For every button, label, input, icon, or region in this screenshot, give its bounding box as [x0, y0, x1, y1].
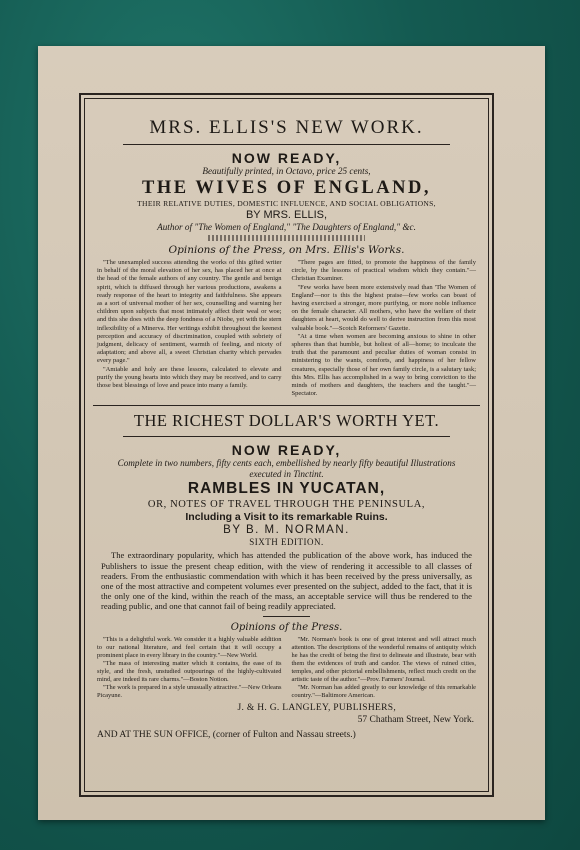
press-quote: "The work is prepared in a style unusually attractive."—New Orleans Picayune. — [97, 683, 282, 699]
ad1-author-note: Author of "The Women of England," "The Daughters of England," &c. — [157, 222, 416, 232]
press-quote: "Mr. Norman's book is one of great interest and will attract much attention. The descriptions of the wonderful remains of antiquity which he has the credit of being the first to delineate and illustrate, bear with them the evidences of truth and candor. The views of ruined cities, temples, and other pictorial embellishments, reflect much credit on the artistic taste of the author."—Prov. Farmers' Journal. — [291, 635, 476, 683]
page-content — [93, 109, 480, 741]
ad1-subtitle: THEIR RELATIVE DUTIES, DOMESTIC INFLUENCE, AND SOCIAL OBLIGATIONS, — [137, 199, 436, 208]
press-quote: "Few works have been more extensively read than 'The Women of England'—nor is this the highest praise—few works can boast of having exercised a stronger, more purifying, or more noble influence on the female character. All mothers, who have the welfare of their daughters at heart, would do well to derive instruction from this most valuable book."—Scotch Reformers' Gazette. — [291, 283, 476, 332]
press-quote: "This is a delightful work. We consider it a highly valuable addition to our national literature, and feel certain that it will occupy a prominent place in every library in the country."—New World. — [97, 635, 282, 659]
printed-page — [38, 46, 545, 820]
ornamental-rule — [208, 235, 365, 241]
ad1-press-columns — [97, 259, 476, 398]
ad2-title: THE RICHEST DOLLAR'S WORTH YET. — [133, 411, 440, 431]
ad1-author: BY MRS. ELLIS, — [245, 209, 328, 221]
press-quote: "Mr. Norman has added greatly to our knowledge of this remarkable country."—Baltimore American. — [291, 683, 476, 699]
ad2-short-rule — [263, 616, 310, 617]
ad2-left-column — [97, 636, 282, 700]
press-quote: "There pages are fitted, to promote the happiness of the family circle, by the lessons of practical wisdom which they contain."—Christian Examiner. — [291, 259, 476, 283]
ad2-author: BY B. M. NORMAN. — [223, 524, 350, 537]
ad2-opinions-heading: Opinions of the Press. — [230, 621, 343, 633]
publisher-address: 57 Chatham Street, New York. — [357, 714, 474, 725]
press-quote: "At a time when women are becoming anxious to shine in other spheres than that humble, but holiest of all—home; to inculcate the truth that the paramount and peculiar duties of woman consist in ministering to the wants, comforts, and happiness of her fellow creatures, especially those of her own family circle, is a salutary task; this Mrs. Ellis has accomplished in a way to bring conviction to the minds of mothers and daughters, the teachers and the taught."—Spectator. — [291, 332, 476, 398]
press-quote: "The unexampled success attending the works of this gifted writer in behalf of the moral elevation of her sex, has placed her at once at the head of the female authors of any country. The gentle and benign spirit, which is diffused through her various productions, awakens a ready response of the heart to integrity and faithfulness. She appears as a sort of universal mother of her sex, counselling and warning her children upon subjects that most intimately affect their weal or woe; and this she does with the deep fondness of a Niobe, yet with the stern inflexibility of a Minerva. Her writings exhibit throughout the keenest perception and accuracy of discrimination, coupled with sobriety of judgment, delicacy of sentiment, warmth of feeling, and nicety of adaptation; and above all, a sweet Christian charity which pervades every page." — [97, 259, 282, 365]
sun-office-line: AND AT THE SUN OFFICE, (corner of Fulton and Nassau streets.) — [97, 729, 356, 740]
ad2-now-ready: NOW READY, — [231, 442, 342, 459]
page-border-inner — [84, 98, 489, 792]
ad1-right-column — [292, 259, 477, 398]
section-divider — [93, 405, 480, 406]
ad2-format-line-2: executed in Tinctint. — [249, 469, 324, 480]
ad1-title-rule — [123, 144, 450, 145]
ad2-edition: SIXTH EDITION. — [249, 537, 324, 548]
press-quote: "Amiable and holy are these lessons, calculated to elevate and purify the young hearts into which they may be received, and to carry those best blessings of love and peace into many a family. — [97, 365, 282, 390]
ad2-book-title: RAMBLES IN YUCATAN, — [187, 480, 386, 498]
ad2-press-columns — [97, 636, 476, 700]
page-border — [79, 93, 494, 797]
ad2-visit-line: Including a Visit to its remarkable Ruins. — [185, 511, 388, 524]
ad1-title: MRS. ELLIS'S NEW WORK. — [149, 117, 424, 138]
ad1-format-line: Beautifully printed, in Octavo, price 25 cents, — [202, 166, 371, 176]
ad1-opinions-heading: Opinions of the Press, on Mrs. Ellis's Works. — [168, 244, 405, 256]
ad1-left-column — [97, 259, 282, 398]
ad2-title-rule — [123, 436, 450, 437]
ad1-now-ready: NOW READY, — [231, 150, 342, 166]
ad2-description: The extraordinary popularity, which has attended the publication of the above work, has induced the Publishers to issue the present cheap edition, with the view of rendering it accessible to all classes of readers. From the enthusiastic commendation with which it has been received by the press universally, as one of the most attractive and competent volumes ever presented on the subject, added to the fact, that it is the only one of the kind, within the reach of the mass, an acceptable service will thus be rendered to the reading public, and one that cannot fail of being readily appreciated. — [101, 550, 472, 612]
press-quote: "The mass of interesting matter which it contains, the ease of its style, and the fresh, unstudied outpourings of the highly-cultivated mind, are indeed its rare charms."—Boston Notion. — [97, 659, 282, 683]
ad2-right-column — [292, 636, 477, 700]
ad1-book-title: THE WIVES OF ENGLAND, — [142, 178, 431, 198]
ad2-format-line-1: Complete in two numbers, fifty cents each, embellished by nearly fifty beautiful Illustrations — [117, 458, 456, 469]
publisher-name: J. & H. G. LANGLEY, PUBLISHERS, — [237, 702, 396, 713]
ad2-subtitle: OR, NOTES OF TRAVEL THROUGH THE PENINSULA, — [147, 499, 426, 511]
